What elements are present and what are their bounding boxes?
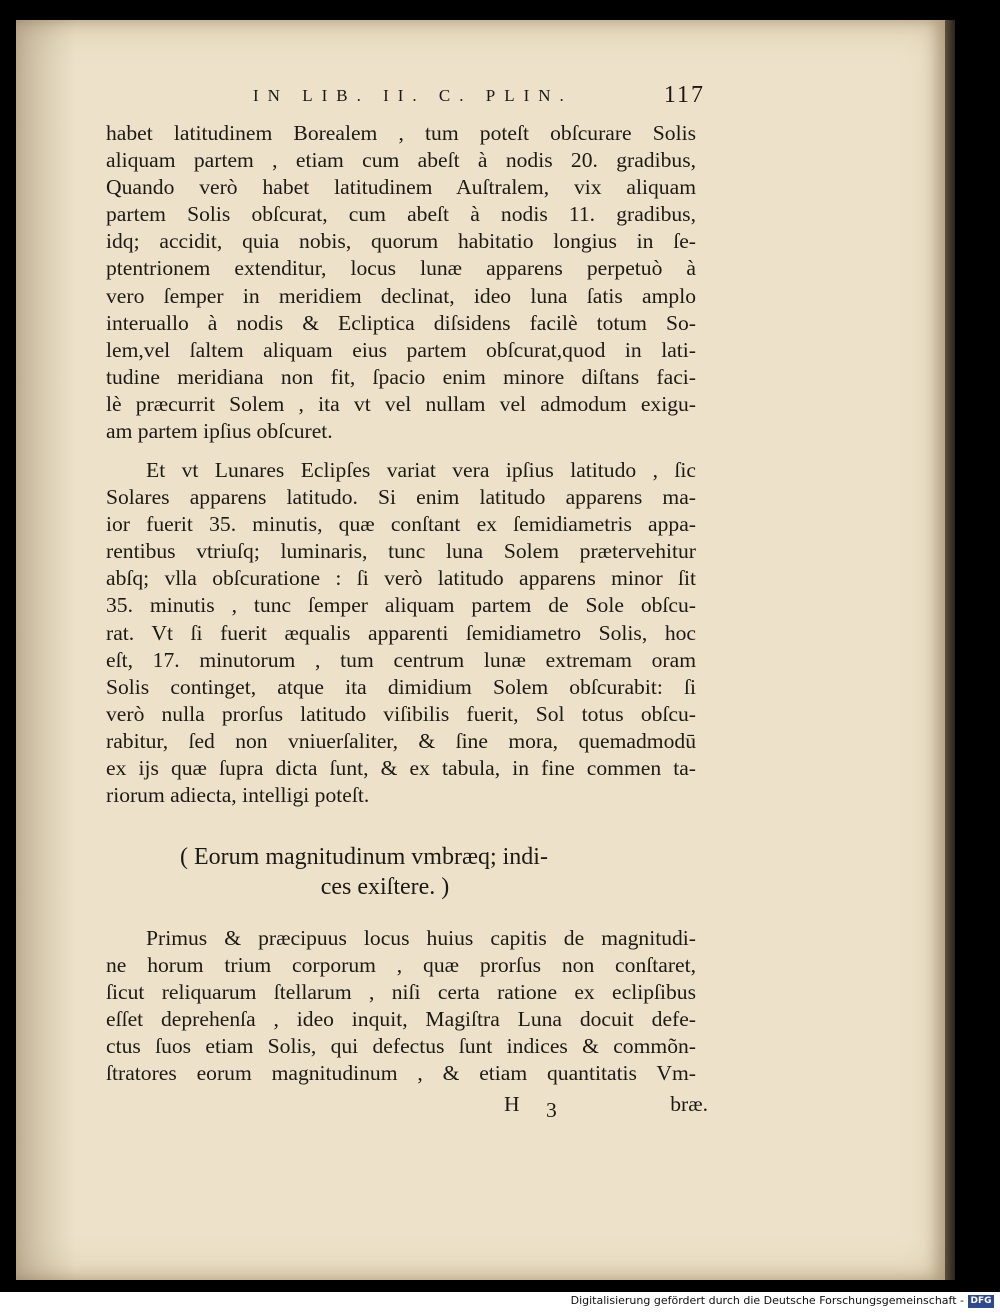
text-line: habet latitudinem Borealem , tum poteſt obſcurare Solis [106,121,696,145]
text-line: ctus ſuos etiam Solis, qui defectus ſunt indices & commõn- [106,1034,696,1059]
paragraph-3 [106,925,696,1088]
funding-credit: Digitalisierung gefördert durch die Deutsche Forschungsgemeinschaft - [570,1294,964,1307]
text-line: verò nulla prorſus latitudo viſibilis fuerit, Sol totus obſcu- [106,701,696,726]
signature-number: 3 [546,1098,557,1122]
heading-line: ces exiſtere. ) [320,874,450,900]
catchline [106,1092,708,1120]
text-line: interuallo à nodis & Ecliptica diſsidens facilè totum So- [106,310,696,335]
text-line: eſt, 17. minutorum , tum centrum lunæ extremam oram [106,647,696,672]
text-line: ne horum trium corporum , quæ prorſus non conſtaret, [106,953,696,978]
running-head-title: IN LIB. II. C. PLIN. [253,86,573,105]
text-line: lem,vel ſaltem aliquam eius partem obſcurat,quod in lati- [106,337,696,362]
text-line: 35. minutis , tunc ſemper aliquam partem de Sole obſcu- [106,593,696,618]
text-line: rentibus vtriuſq; luminaris, tunc luna Solem prætervehitur [106,539,696,564]
paragraph-1 [106,120,696,445]
paragraph-2 [106,457,696,809]
text-line: tudine meridiana non fit, ſpacio enim minore diſtans faci- [106,364,696,389]
text-line: Primus & præcipuus locus huius capitis de magnitudi- [146,926,696,950]
text-line: lè præcurrit Solem , ita vt vel nullam vel admodum exigu- [106,391,696,416]
text-line: am partem ipſius obſcuret. [106,419,333,444]
text-line: partem Solis obſcurat, cum abeſt à nodis 11. gradibus, [106,202,696,227]
text-line: rabitur, ſed non vniuerſaliter, & ſine mora, quemadmodū [106,728,696,753]
text-line: Quando verò habet latitudinem Auſtralem, vix aliquam [106,175,696,200]
page-edge [945,20,955,1280]
page-number: 117 [663,82,705,108]
text-line: idq; accidit, quia nobis, quorum habitatio longius in ſe- [106,229,696,254]
text-line: Et vt Lunares Eclipſes variat vera ipſius latitudo , ſic [146,458,696,482]
text-line: ex ijs quæ ſupra dicta ſunt, & ex tabula, in fine commen ta- [106,756,696,781]
text-line: Solis continget, atque ita dimidium Solem obſcurabit: ſi [106,674,696,699]
text-line: rat. Vt ſi fuerit æqualis apparenti ſemidiametro Solis, hoc [106,620,696,645]
digitization-footer [0,1292,1000,1313]
text-line: Solares apparens latitudo. Si enim latitudo apparens ma- [106,485,696,510]
dfg-logo: DFG [968,1295,994,1308]
text-line: aliquam partem , etiam cum abeſt à nodis 20. gradibus, [106,148,696,173]
running-head [253,82,713,116]
text-line: riorum adiecta, intelligi poteſt. [106,783,370,808]
section-heading [180,842,630,902]
text-line: eſſet deprehenſa , ideo inquit, Magiſtra Luna docuit defe- [106,1007,696,1032]
signature-mark: H [504,1092,520,1116]
text-line: abſq; vlla obſcuratione : ſi verò latitudo apparens minor ſit [106,566,696,591]
heading-line: ( Eorum magnitudinum vmbræq; indi- [180,844,548,870]
text-line: ptentrionem extenditur, locus lunæ apparens perpetuò à [106,256,696,281]
text-line: vero ſemper in meridiem declinat, ideo luna ſatis amplo [106,283,696,308]
text-line: ſtratores eorum magnitudinum , & etiam quantitatis Vm- [106,1061,696,1086]
text-line: ſicut reliquarum ſtellarum , niſi certa ratione ex eclipſibus [106,980,696,1005]
text-line: ior fuerit 35. minutis, quæ conſtant ex ſemidiametris appa- [106,512,696,537]
catchword: bræ. [670,1092,708,1116]
